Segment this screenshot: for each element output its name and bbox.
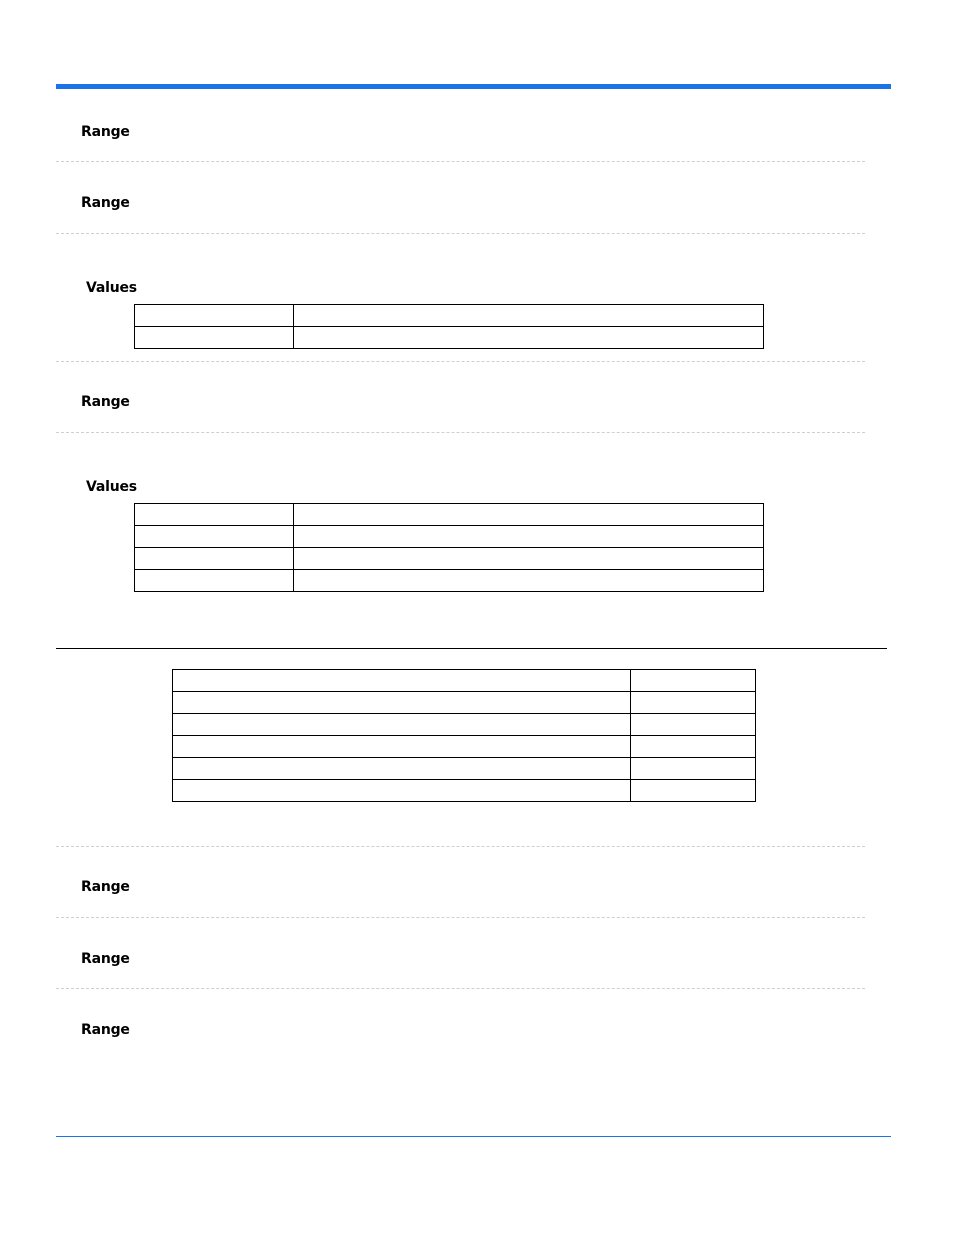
header-accent-bar (56, 84, 891, 89)
table-cell (135, 526, 294, 548)
table-cell (631, 780, 756, 802)
section-divider (56, 432, 865, 433)
table-cell (173, 780, 631, 802)
table-row (135, 305, 764, 327)
range-label: Range (81, 1022, 130, 1038)
table-row (173, 714, 756, 736)
table-row (173, 736, 756, 758)
table-cell (631, 670, 756, 692)
section-divider (56, 988, 865, 989)
values-label: Values (86, 479, 137, 495)
table-cell (135, 570, 294, 592)
table-row (173, 758, 756, 780)
table-cell (135, 504, 294, 526)
table-cell (294, 548, 764, 570)
table-cell (173, 670, 631, 692)
table-cell (294, 570, 764, 592)
section-divider (56, 917, 865, 918)
table-row (135, 504, 764, 526)
table-cell (294, 305, 764, 327)
values-table (134, 304, 764, 349)
table-cell (135, 548, 294, 570)
footer-rule (56, 1136, 891, 1137)
section-divider (56, 361, 865, 362)
table-cell (135, 327, 294, 349)
range-label: Range (81, 195, 130, 211)
values-table (134, 503, 764, 592)
table-cell (631, 736, 756, 758)
table-cell (294, 526, 764, 548)
range-label: Range (81, 394, 130, 410)
range-label: Range (81, 951, 130, 967)
table-cell (631, 758, 756, 780)
table-row (135, 570, 764, 592)
table-cell (173, 736, 631, 758)
table-cell (294, 327, 764, 349)
table-cell (173, 714, 631, 736)
summary-table (172, 669, 756, 802)
section-divider (56, 233, 865, 234)
table-cell (294, 504, 764, 526)
table-row (135, 327, 764, 349)
table-cell (173, 692, 631, 714)
table-row (173, 692, 756, 714)
section-divider (56, 846, 865, 847)
table-cell (173, 758, 631, 780)
range-label: Range (81, 879, 130, 895)
table-row (135, 548, 764, 570)
table-row (173, 780, 756, 802)
table-cell (631, 714, 756, 736)
table-cell (631, 692, 756, 714)
section-rule (56, 648, 887, 649)
section-divider (56, 161, 865, 162)
table-row (173, 670, 756, 692)
values-label: Values (86, 280, 137, 296)
table-row (135, 526, 764, 548)
range-label: Range (81, 124, 130, 140)
table-cell (135, 305, 294, 327)
